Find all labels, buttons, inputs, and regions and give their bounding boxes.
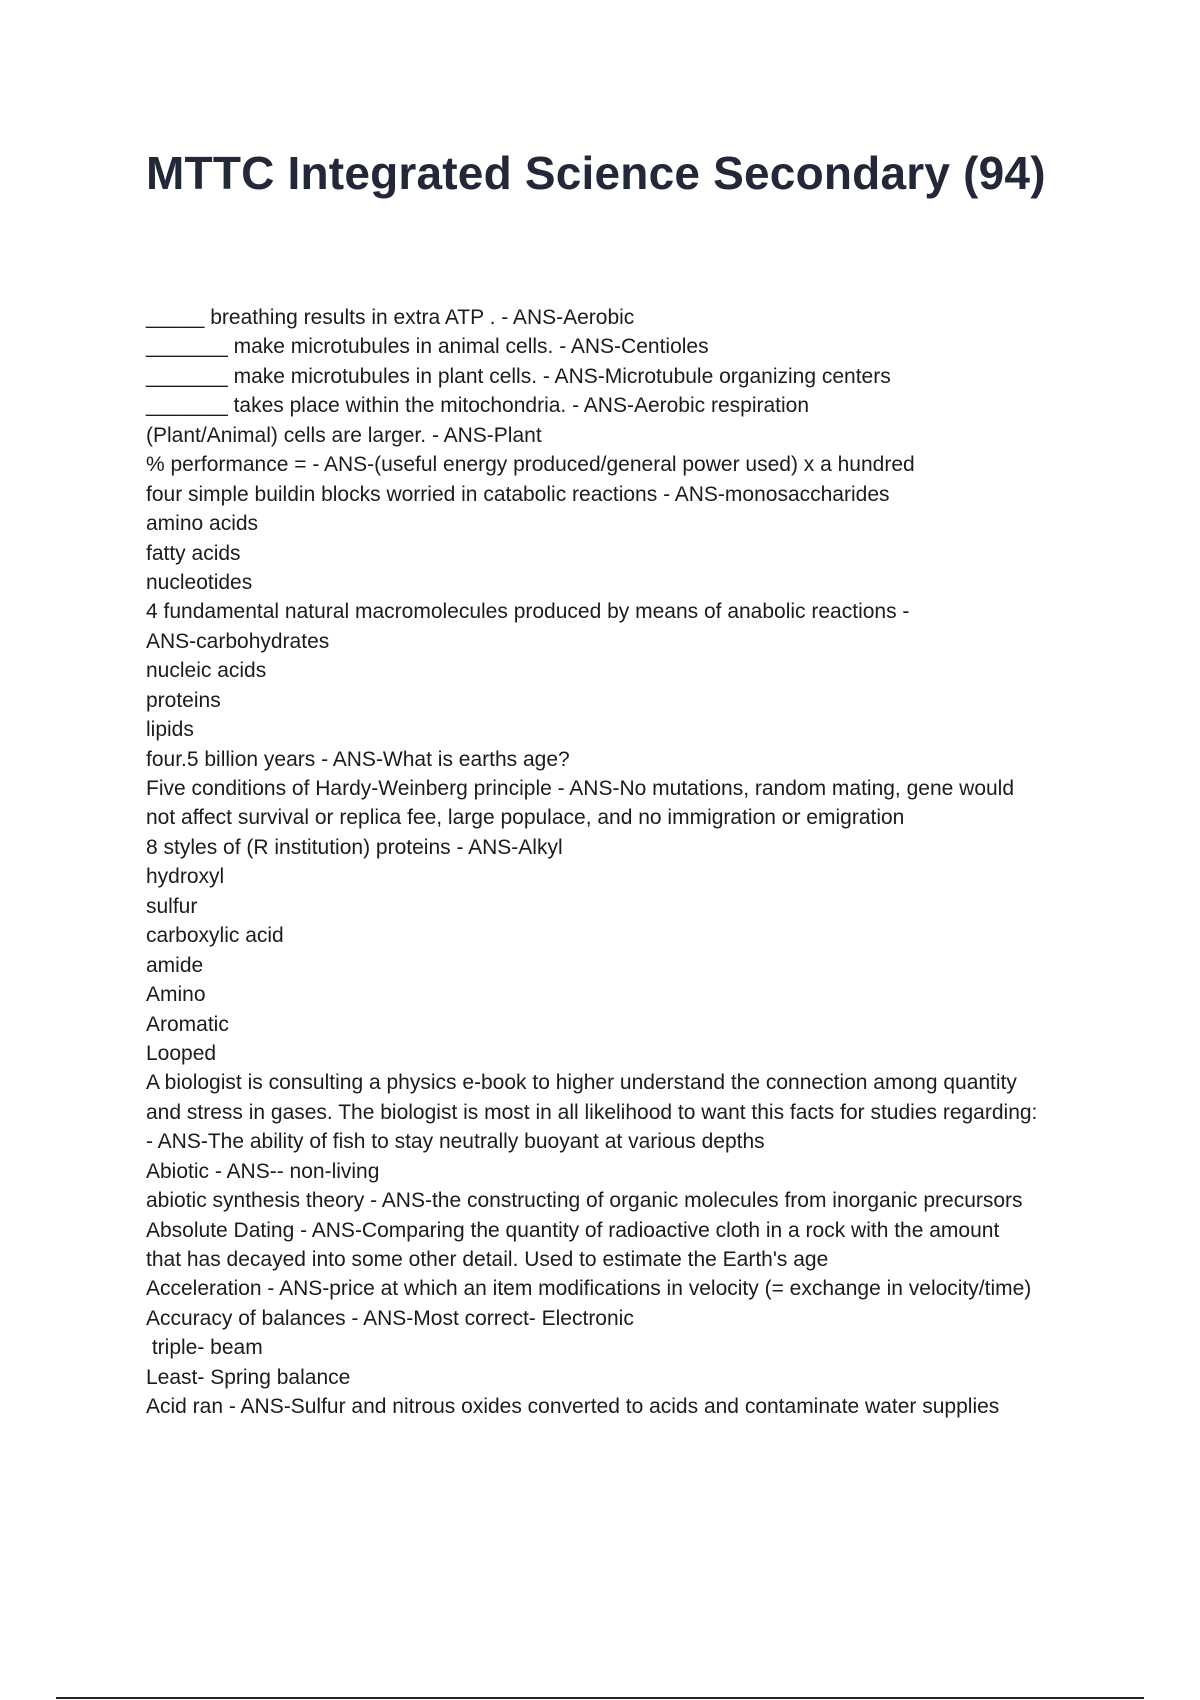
qa-line: amino acids	[146, 512, 259, 536]
qa-line: not affect survival or replica fee, large populace, and no immigration or emigration	[146, 806, 905, 830]
qa-line: ANS-carbohydrates	[146, 629, 330, 653]
qa-line: Least- Spring balance	[146, 1365, 351, 1389]
page-title: MTTC Integrated Science Secondary (94)	[146, 147, 1046, 199]
qa-line: lipids	[146, 718, 194, 742]
qa-line: carboxylic acid	[146, 924, 284, 948]
qa-line: A biologist is consulting a physics e-book to higher understand the connection among quantity	[146, 1071, 1017, 1095]
qa-line: Five conditions of Hardy-Weinberg principle - ANS-No mutations, random mating, gene would	[146, 777, 1015, 800]
qa-line: Aromatic	[146, 1012, 229, 1036]
qa-line: proteins	[146, 688, 221, 712]
qa-line: Looped	[146, 1041, 217, 1065]
qa-line: and stress in gases. The biologist is most in all likelihood to want this facts for studies regarding:	[146, 1100, 1038, 1124]
qa-line: four.5 billion years - ANS-What is earths age?	[146, 747, 570, 771]
qa-line: _____ breathing results in extra ATP . - ANS-Aerobic	[146, 306, 635, 329]
qa-line: 8 styles of (R institution) proteins - ANS-Alkyl	[146, 835, 563, 859]
qa-line: that has decayed into some other detail. Used to estimate the Earth's age	[146, 1248, 829, 1271]
qa-line: Accuracy of balances - ANS-Most correct- Electronic	[146, 1306, 634, 1330]
qa-line: amide	[146, 953, 204, 977]
qa-line: nucleotides	[146, 570, 253, 594]
qa-line: 4 fundamental natural macromolecules produced by means of anabolic reactions -	[146, 600, 910, 624]
qa-line: Absolute Dating - ANS-Comparing the quantity of radioactive cloth in a rock with the amount	[146, 1218, 1000, 1242]
qa-line: Amino	[146, 983, 206, 1007]
qa-line: four simple buildin blocks worried in catabolic reactions - ANS-monosaccharides	[146, 482, 890, 506]
qa-list	[146, 303, 1096, 1422]
qa-line: (Plant/Animal) cells are larger. - ANS-Plant	[146, 423, 542, 447]
qa-line: nucleic acids	[146, 659, 267, 683]
qa-line: _______ takes place within the mitochondria. - ANS-Aerobic respiration	[146, 394, 810, 418]
qa-line: fatty acids	[146, 541, 241, 565]
footer-divider	[56, 1697, 1144, 1699]
qa-line: abiotic synthesis theory - ANS-the constructing of organic molecules from inorganic precursors	[146, 1189, 1023, 1213]
qa-line: _______ make microtubules in plant cells. - ANS-Microtubule organizing centers	[146, 364, 891, 388]
qa-line: Abiotic - ANS-- non-living	[146, 1159, 380, 1183]
qa-line: - ANS-The ability of fish to stay neutrally buoyant at various depths	[146, 1130, 765, 1154]
qa-line: triple- beam	[146, 1336, 263, 1360]
qa-line: Acid ran - ANS-Sulfur and nitrous oxides converted to acids and contaminate water supplies	[146, 1395, 1000, 1419]
qa-line: sulfur	[146, 894, 198, 918]
qa-line: % performance = - ANS-(useful energy produced/general power used) x a hundred	[146, 453, 915, 477]
qa-line: Acceleration - ANS-price at which an item modifications in velocity (= exchange in velocity/time)	[146, 1277, 1032, 1301]
qa-line: _______ make microtubules in animal cells. - ANS-Centioles	[146, 335, 709, 359]
qa-line: hydroxyl	[146, 865, 225, 889]
